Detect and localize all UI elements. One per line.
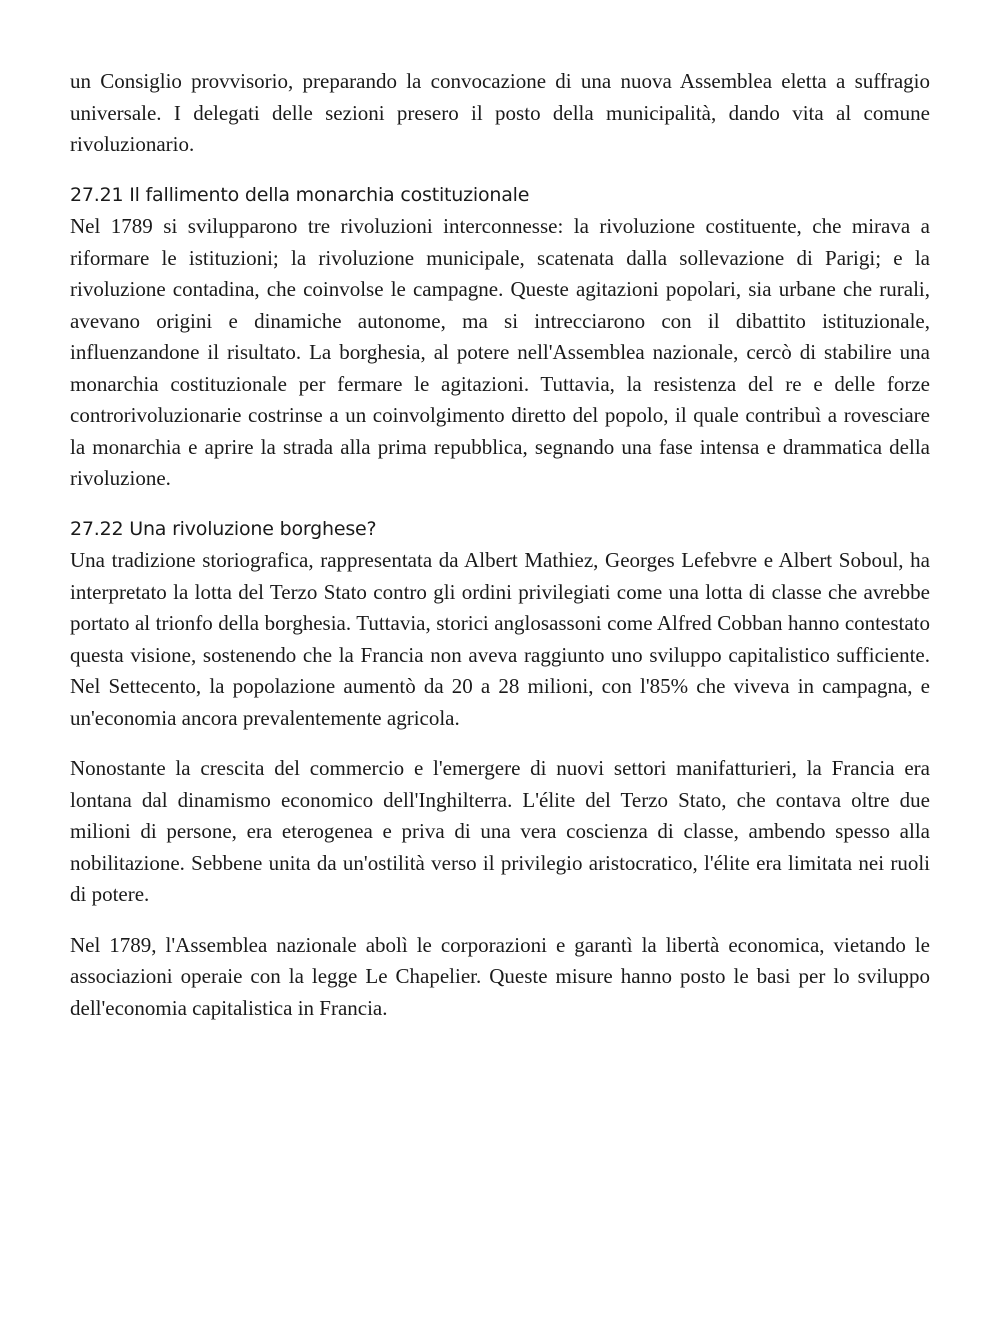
document-page <box>70 66 930 1024</box>
paragraph-storiografia: Una tradizione storiografica, rappresentata da Albert Mathiez, Georges Lefebvre e Albert Soboul, ha interpretato la lotta del Terzo Stato contro gli ordini privilegiati come una lotta di classe che avrebbe portato al trionfo della borghesia. Tuttavia, storici anglosassoni come Alfred Cobban hanno contestato questa visione, sostenendo che la Francia non aveva raggiunto uno sviluppo capitalistico sufficiente. Nel Settecento, la popolazione aumentò da 20 a 28 milioni, con l'85% che viveva in campagna, e un'economia ancora prevalentemente agricola. <box>70 548 930 730</box>
section-heading-27-22: 27.22 Una rivoluzione borghese? <box>70 517 377 540</box>
section-heading-27-21: 27.21 Il fallimento della monarchia costituzionale <box>70 183 530 206</box>
paragraph-intro: un Consiglio provvisorio, preparando la convocazione di una nuova Assemblea eletta a suffragio universale. I delegati delle sezioni presero il posto della municipalità, dando vita al comune rivoluzionario. <box>70 69 930 156</box>
paragraph-elite: Nonostante la crescita del commercio e l'emergere di nuovi settori manifatturieri, la Francia era lontana dal dinamismo economico dell'Inghilterra. L'élite del Terzo Stato, che contava oltre due milioni di persone, era eterogenea e priva di una vera coscienza di classe, ambendo spesso alla nobilitazione. Sebbene unita da un'ostilità verso il privilegio aristocratico, l'élite era limitata nei ruoli di potere. <box>70 756 930 906</box>
paragraph-corporazioni: Nel 1789, l'Assemblea nazionale abolì le corporazioni e garantì la libertà economica, vietando le associazioni operaie con la legge Le Chapelier. Queste misure hanno posto le basi per lo sviluppo dell'economia capitalistica in Francia. <box>70 932 930 1020</box>
paragraph-monarchia: Nel 1789 si svilupparono tre rivoluzioni interconnesse: la rivoluzione costituente, che mirava a riformare le istituzioni; la rivoluzione municipale, scatenata dalla sollevazione di Parigi; e la rivoluzione contadina, che coinvolse le campagne. Queste agitazioni popolari, sia urbane che rurali, avevano origini e dinamiche autonome, ma si intrecciarono con il dibattito istituzionale, influenzandone il risultato. La borghesia, al potere nell'Assemblea nazionale, cercò di stabilire una monarchia costituzionale per fermare le agitazioni. Tuttavia, la resistenza del re e delle forze controrivoluzionarie costrinse a un coinvolgimento diretto del popolo, il quale contribuì a rovesciare la monarchia e aprire la strada alla prima repubblica, segnando una fase intensa e drammatica della rivoluzione. <box>70 214 930 490</box>
